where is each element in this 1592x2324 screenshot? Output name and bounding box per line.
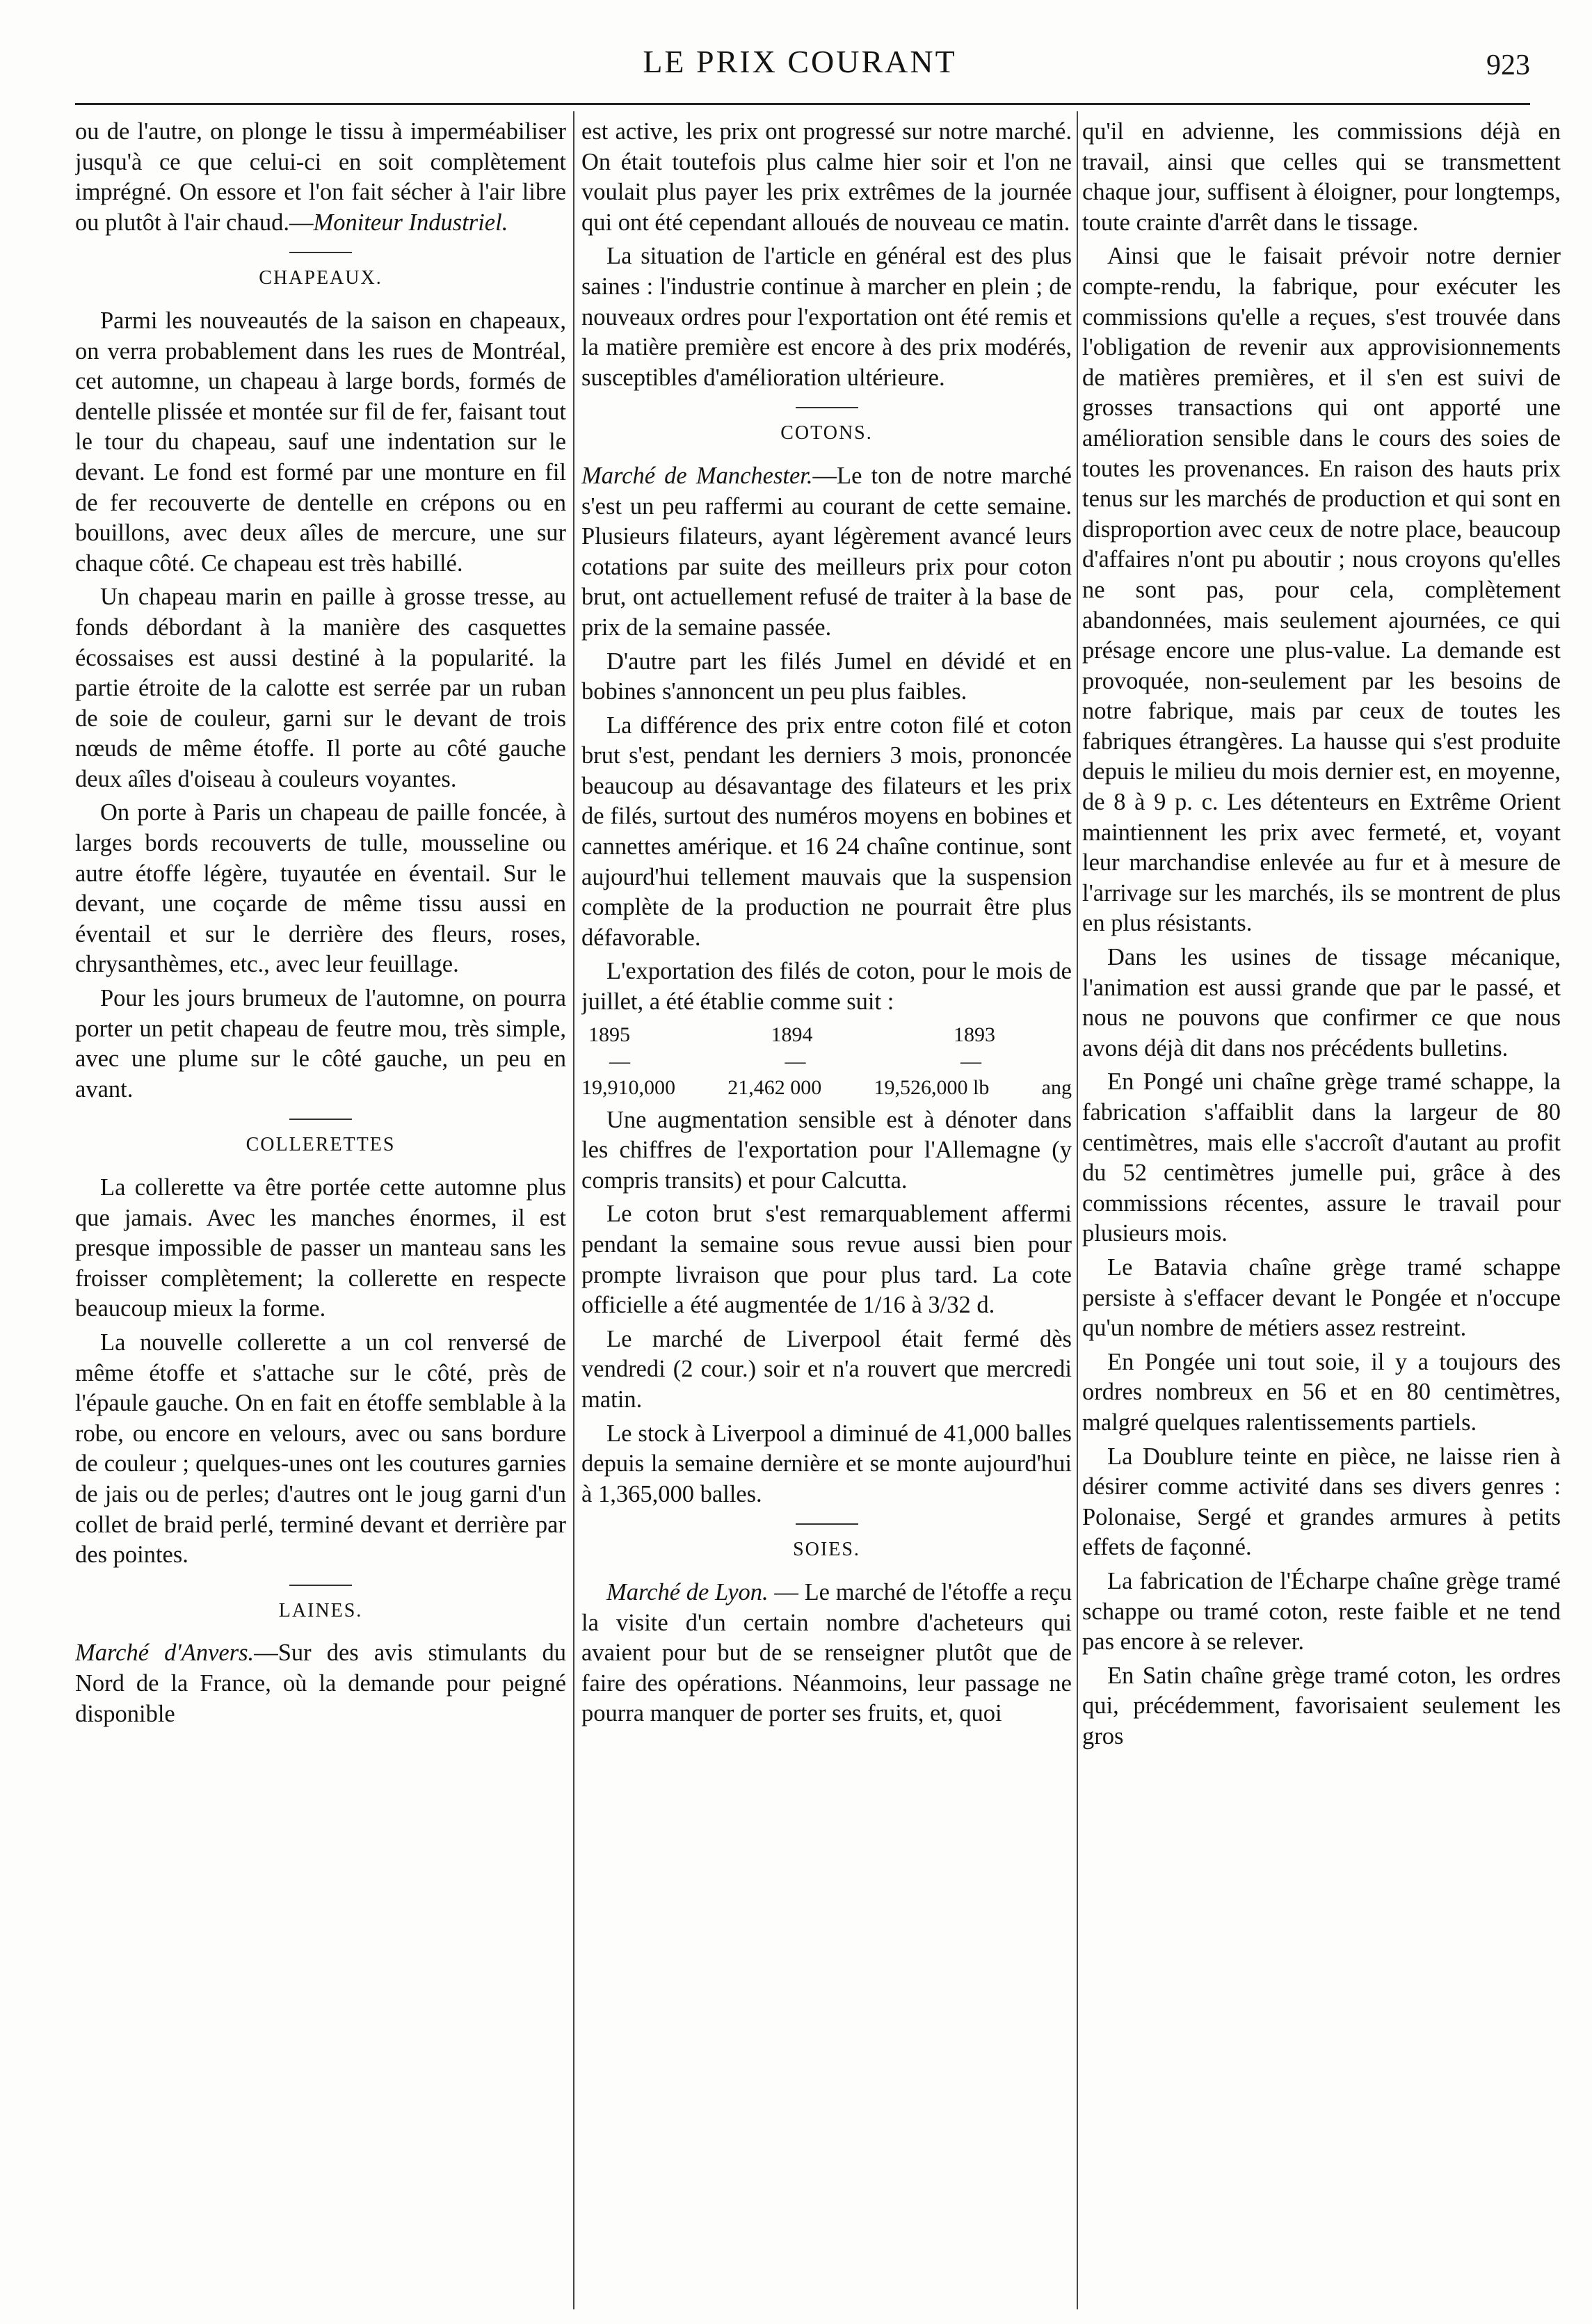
- paragraph: D'autre part les filés Jumel en dévidé et en bobines s'annoncent un peu plus faibles.: [581, 648, 1072, 705]
- paragraph: Le coton brut s'est remarquablement affermi pendant la semaine sous revue aussi bien pour prompte livraison que pour plus tard. La cote officielle a été augmentée de 1/16 à 3/32 d.: [581, 1201, 1072, 1319]
- paragraph: La fabrication de l'Écharpe chaîne grège tramé schappe ou tramé coton, reste faible et ne tend pas encore à se relever.: [1082, 1567, 1561, 1656]
- export-value: 19,910,000: [581, 1075, 675, 1099]
- paragraph: Le stock à Liverpool a diminué de 41,000 balles depuis la semaine dernière et se monte aujourd'hui à 1,365,000 balles.: [581, 1420, 1072, 1507]
- section-title-laines: LAINES.: [278, 1599, 363, 1621]
- section-rule: [796, 1523, 858, 1525]
- export-values-row: [581, 1075, 1072, 1101]
- paragraph: qu'il en advienne, les commissions déjà en travail, ainsi que celles qui se transmettent chaque jour, suffisent à éloigner, pour longtemps, toute crainte d'arrêt dans le tissage.: [1082, 118, 1561, 236]
- paragraph: La Doublure teinte en pièce, ne laisse rien à désirer comme activité dans ses divers genres : Polonaise, Sergé et grandes armures à petits effets de façonné.: [1082, 1443, 1561, 1561]
- paragraph: La nouvelle collerette a un col renversé de même étoffe et s'attache sur le côté, près de l'épaule gauche. On en fait en étoffe semblable à la robe, ou encore en velours, avec ou sans bordure de couleur ; quelques-unes ont les coutures garnies de jais ou de perles; d'autres ont le joug garni d'un collet de braid perlé, terminé devant et derrière par des pointes.: [75, 1329, 566, 1569]
- section-title-chapeaux: CHAPEAUX.: [259, 267, 383, 289]
- column-divider: [1077, 111, 1078, 2309]
- paragraph: [75, 1638, 566, 1729]
- paragraph: Une augmentation sensible est à dénoter dans les chiffres de l'exportation pour l'Allemagne (y compris transits) et pour Calcutta.: [581, 1106, 1072, 1194]
- paragraph: La collerette va être portée cette automne plus que jamais. Avec les manches énormes, il est presque impossible de passer un manteau sans les froisser complètement; la collerette en respecte beaucoup mieux la forme.: [75, 1174, 566, 1322]
- export-value: 19,526,000 lb: [874, 1075, 990, 1099]
- paragraph: La situation de l'article en général est des plus saines : l'industrie continue à marcher en plein ; de nouveaux ordres pour l'exportation ont été remis et la matière première est encore à des prix modérés, susceptibles d'amélioration ultérieure.: [581, 243, 1072, 391]
- year: 1894: [771, 1023, 813, 1046]
- market-name: Marché d'Anvers.: [75, 1640, 255, 1667]
- section-rule: [289, 252, 352, 253]
- section-rule: [796, 407, 858, 408]
- section-rule: [289, 1119, 352, 1120]
- source-citation: Moniteur Industriel.: [313, 209, 508, 236]
- column-3: [1082, 117, 1561, 2301]
- page-number: 923: [1486, 49, 1530, 81]
- year: 1893: [954, 1023, 995, 1046]
- market-name: Marché de Manchester.: [581, 462, 813, 489]
- export-unit: ang: [1041, 1075, 1072, 1099]
- column-1: [75, 117, 566, 2301]
- paragraph-text: ou de l'autre, on plonge le tissu à imperméabiliser jusqu'à ce que celui-ci en soit complètement imprégné. On essore et l'on fait sécher à l'air libre ou plutôt à l'air chaud.—: [75, 118, 566, 236]
- journal-title: LE PRIX COURANT: [643, 44, 957, 79]
- paragraph: La différence des prix entre coton filé et coton brut s'est, pendant les derniers 3 mois, prononcée beaucoup au désavantage des filateurs et les prix de filés, surtout des numéros moyens en bobines et cannettes amérique. et 16 24 chaîne continue, sont aujourd'hui tellement mauvais que la suspension complète de la production ne pourrait être plus défavorable.: [581, 712, 1072, 951]
- section-title-soies: SOIES.: [793, 1539, 860, 1561]
- section-title-cotons: COTONS.: [780, 422, 873, 444]
- paragraph: En Satin chaîne grège tramé coton, les ordres qui, précédemment, favorisaient seulement les gros: [1082, 1662, 1561, 1749]
- dash: —: [609, 1049, 630, 1073]
- paragraph: Dans les usines de tissage mécanique, l'animation est aussi grande que par le passé, et nous ne pouvons que confirmer ce que nous avons déjà dit dans nos précédents bulletins.: [1082, 944, 1561, 1061]
- paragraph: [581, 1578, 1072, 1729]
- export-dashes-row: [581, 1049, 1072, 1073]
- paragraph-text: —Le ton de notre marché s'est un peu raffermi au courant de cette semaine. Plusieurs filateurs, ayant légèrement avancé leurs cotations par suite des meilleurs prix pour coton brut, ont actuellement refusé de traiter à la base de prix de la semaine passée.: [581, 462, 1072, 641]
- paragraph: Un chapeau marin en paille à grosse tresse, au fonds débordant à la manière des casquettes écossaises est aussi destiné à la popularité. la partie étroite de la calotte est serrée par un ruban de soie de couleur, garni sur le devant de trois nœuds de même étoffe. Il porte au côté gauche deux aîles d'oiseau à couleurs voyantes.: [75, 584, 566, 792]
- year: 1895: [588, 1023, 630, 1046]
- paragraph: Parmi les nouveautés de la saison en chapeaux, on verra probablement dans les rues de Montréal, cet automne, un chapeau à large bords, formés de dentelle plissée et montée sur fil de fer, faisant tout le tour du chapeau, sauf une indentation sur le devant. Le fond est formé par une monture en fil de fer recouverte de dentelle en crépons ou en bouillons, avec deux aîles de mercure, une sur chaque côté. Ce chapeau est très habillé.: [75, 307, 566, 577]
- paragraph: On porte à Paris un chapeau de paille foncée, à larges bords recouverts de tulle, mousseline ou autre étoffe légère, tuyautée en éventail. Sur le devant, une coçarde de même tissu aussi en éventail et sur le derrière des fleurs, roses, chrysanthèmes, etc., avec leur feuillage.: [75, 799, 566, 978]
- export-value: 21,462 000: [727, 1075, 822, 1099]
- column-divider: [573, 111, 574, 2309]
- paragraph: [581, 461, 1072, 643]
- paragraph-text: —Sur des avis stimulants du Nord de la France, où la demande pour peigné disponible: [75, 1640, 566, 1727]
- paragraph-text: — Le marché de l'étoffe a reçu la visite d'un certain nombre d'acheteurs qui avaient pour but de se renseigner plutôt que de faire des opérations. Néanmoins, leur passage ne pourra manquer de porter ses fruits, et, quoi: [581, 1578, 1072, 1727]
- section-title-collerettes: COLLERETTES: [246, 1134, 396, 1156]
- dash: —: [960, 1049, 981, 1073]
- paragraph: Le marché de Liverpool était fermé dès vendredi (2 cour.) soir et n'a rouvert que mercredi matin.: [581, 1325, 1072, 1413]
- paragraph: est active, les prix ont progressé sur notre marché. On était toutefois plus calme hier soir et l'on ne voulait plus payer les prix extrêmes de la journée qui ont été cependant alloués de nouveau ce matin.: [581, 118, 1072, 236]
- paragraph: Pour les jours brumeux de l'automne, on pourra porter un petit chapeau de feutre mou, très simple, avec une plume sur le côté gauche, un peu en avant.: [75, 985, 566, 1103]
- paragraph: L'exportation des filés de coton, pour le mois de juillet, a été établie comme suit :: [581, 958, 1072, 1016]
- paragraph: En Pongée uni tout soie, il y a toujours des ordres nombreux en 56 et en 80 centimètres, malgré quelques ralentissements partiels.: [1082, 1348, 1561, 1436]
- paragraph: En Pongé uni chaîne grège tramé schappe, la fabrication s'affaiblit dans la largeur de 80 centimètres, mais elle s'accroît d'autant au profit du 52 centimètres jumelle pui, grâce à des commissions récentes, assure le travail pour plusieurs mois.: [1082, 1068, 1561, 1247]
- dash: —: [785, 1049, 806, 1073]
- export-years-row: [581, 1022, 1072, 1048]
- header-rule: [75, 103, 1530, 105]
- column-2: [581, 117, 1072, 2301]
- section-rule: [289, 1585, 352, 1586]
- paragraph: [75, 117, 566, 238]
- paragraph: Ainsi que le faisait prévoir notre dernier compte-rendu, la fabrique, pour exécuter les commissions qu'elle a reçues, s'est trouvée dans l'obligation de revenir aux approvisionnements de matières premières, et il s'en est suivi de grosses transactions qui ont apporté une amélioration sensible dans le cours des soies de toutes les provenances. En raison des hauts prix tenus sur les marchés de production et qui sont en disproportion avec ceux de notre place, beaucoup d'affaires n'ont pu aboutir ; nous croyons qu'elles ne sont pas, pour cela, complètement abandonnées, mais seulement ajournées, ce qui présage encore une plus-value. La demande est provoquée, non-seulement par les besoins de notre fabrique, mais par ceux de toutes les fabriques étrangères. La hausse qui s'est produite depuis le milieu du mois dernier est, en moyenne, de 8 à 9 p. c. Les détenteurs en Extrême Orient maintiennent les prix avec fermeté, et, voyant leur marchandise enlevée au fur et à mesure de l'arrivage sur les marchés, ils se montrent de plus en plus résistants.: [1082, 243, 1561, 937]
- market-name: Marché de Lyon.: [606, 1578, 769, 1605]
- paragraph: Le Batavia chaîne grège tramé schappe persiste à s'effacer devant le Pongée et n'occupe qu'un nombre de métiers assez restreint.: [1082, 1253, 1561, 1342]
- page-header: [70, 43, 1530, 92]
